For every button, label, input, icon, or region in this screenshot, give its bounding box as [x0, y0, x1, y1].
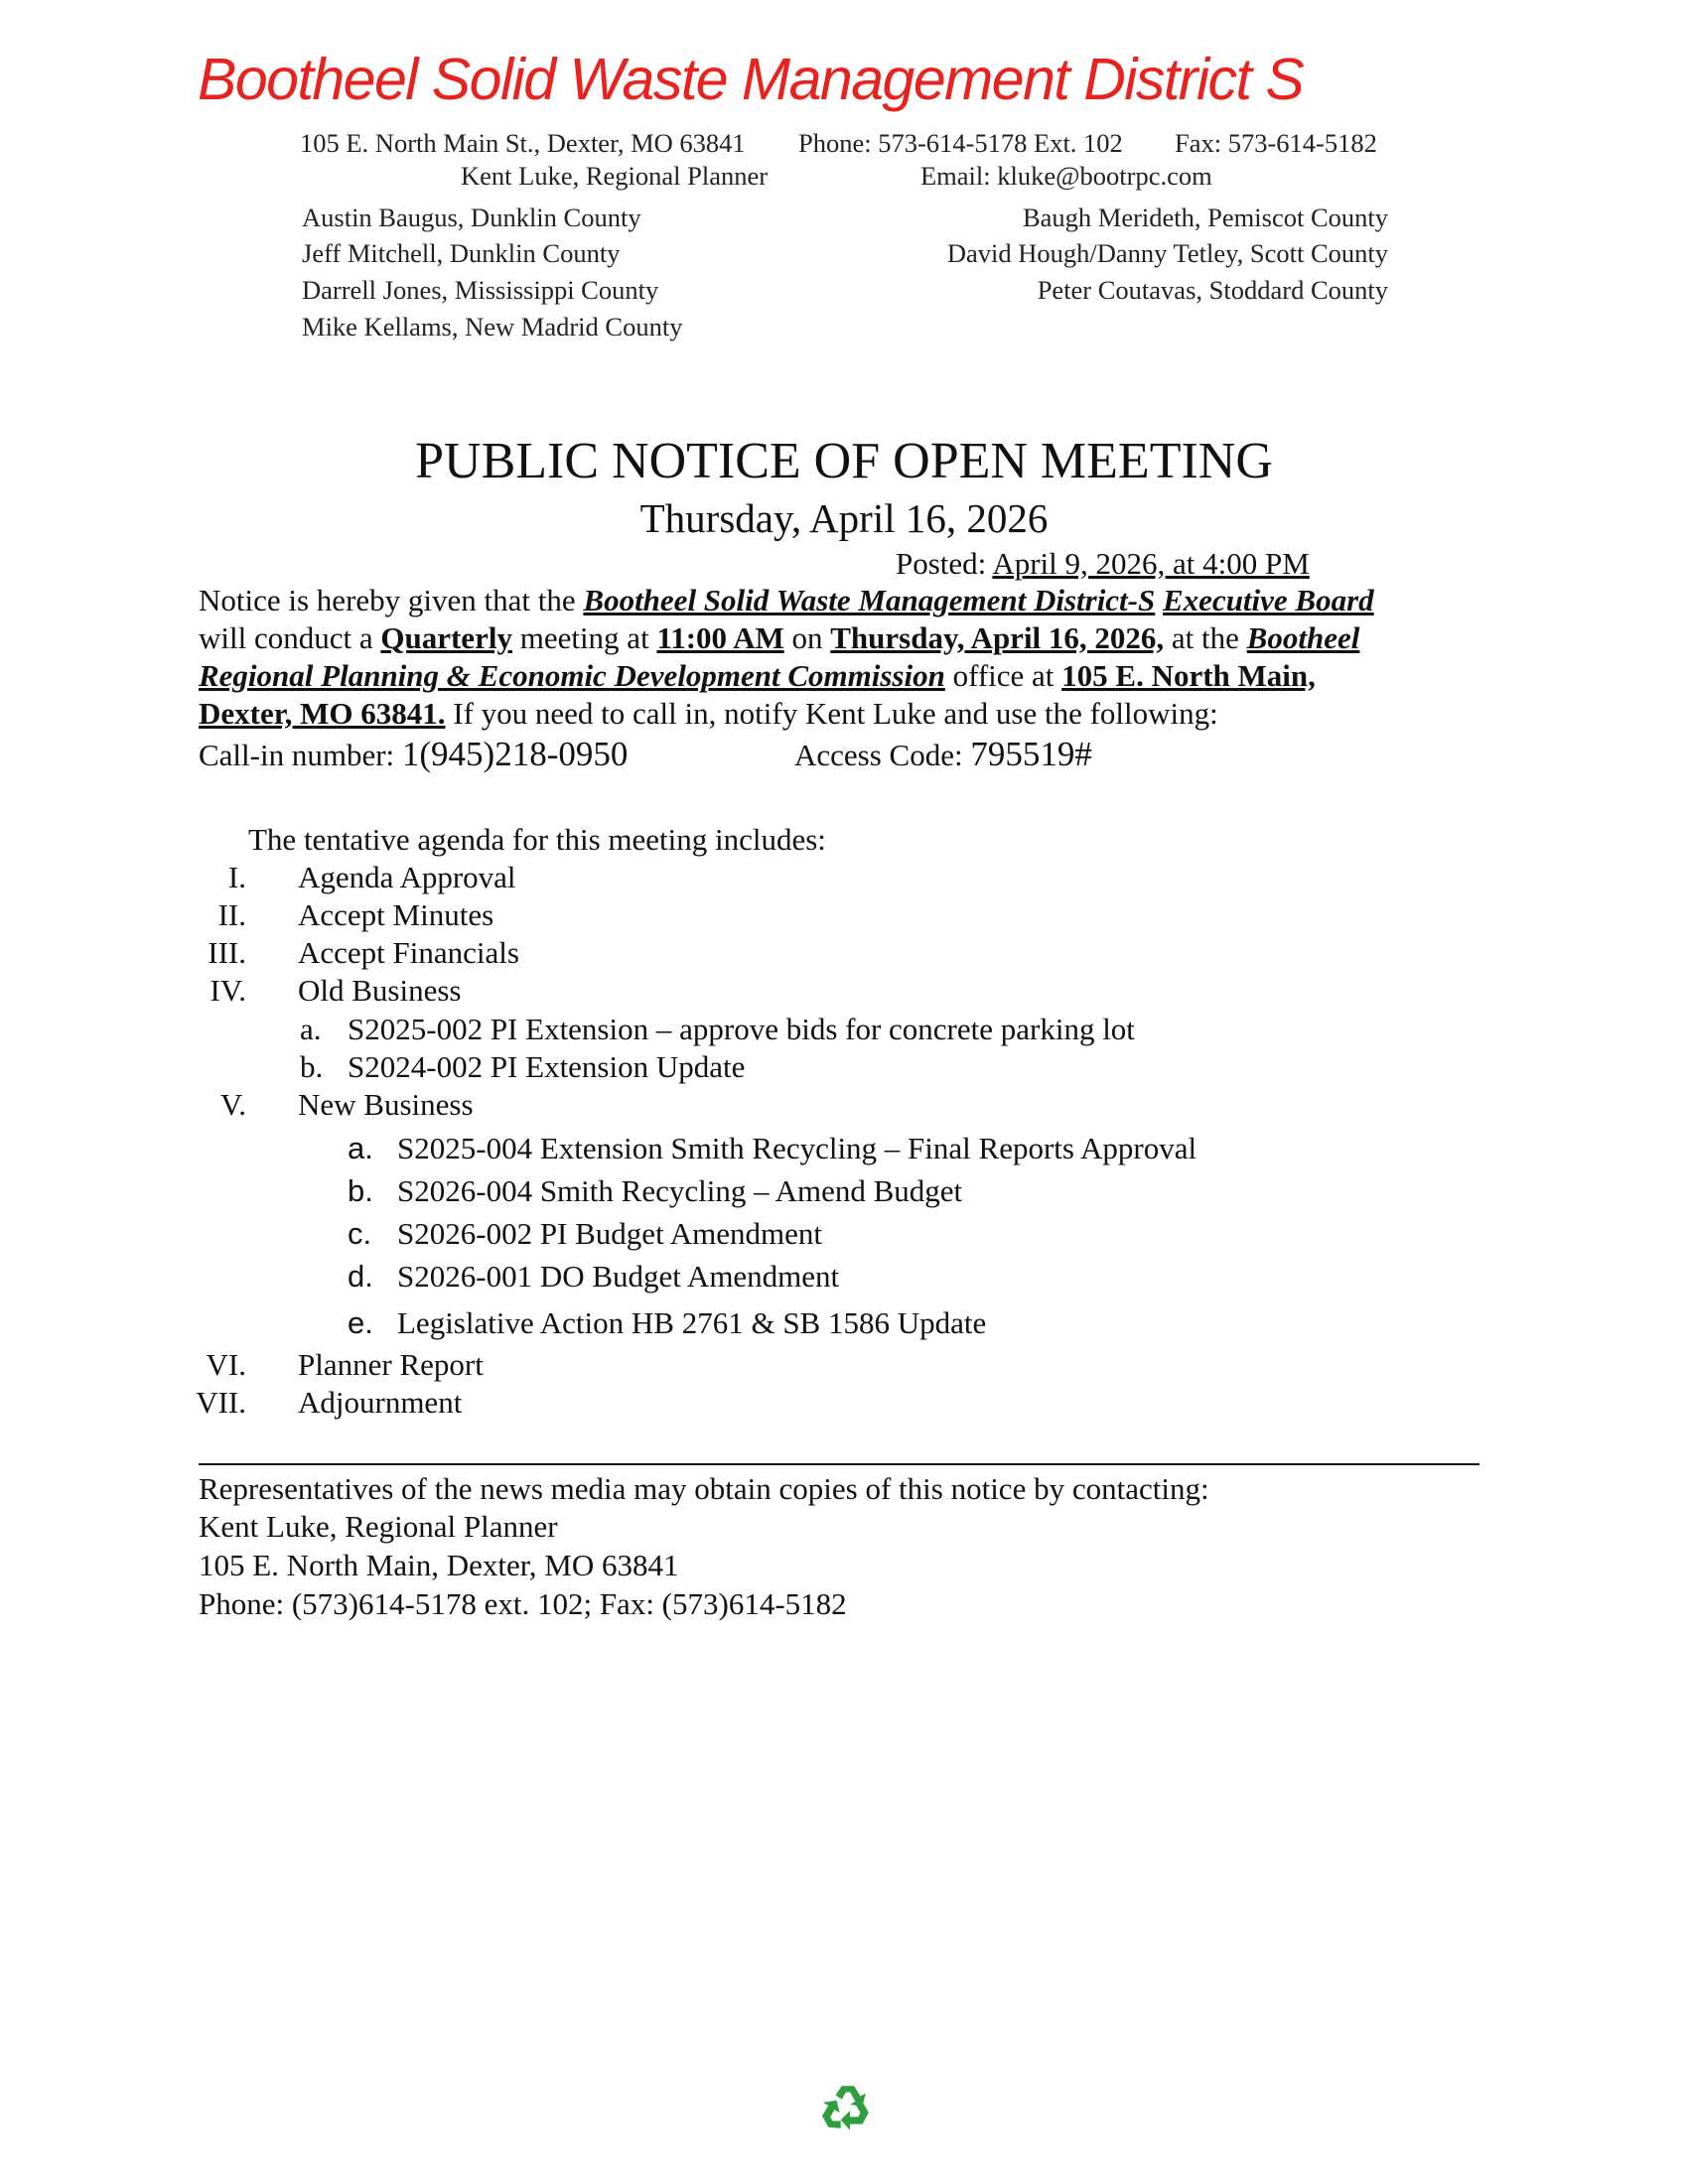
member-right: Peter Coutavas, Stoddard County	[1037, 275, 1388, 305]
member-right: David Hough/Danny Tetley, Scott County	[946, 238, 1388, 268]
subitem-letter: d.	[348, 1259, 373, 1294]
new-business-item: S2026-001 DO Budget Amendment	[397, 1259, 840, 1294]
callin-label: Call-in number:	[199, 738, 402, 772]
header-phone: Phone: 573-614-5178 Ext. 102	[798, 128, 1123, 158]
agenda-number: II.	[217, 897, 246, 932]
subitem-letter: c.	[348, 1216, 372, 1251]
contact-address: 105 E. North Main, Dexter, MO 63841	[199, 1548, 679, 1582]
header-address: 105 E. North Main St., Dexter, MO 63841	[300, 128, 746, 158]
agenda-item: Accept Financials	[298, 935, 519, 970]
notice-text: office at	[944, 658, 1062, 693]
notice-text: on	[783, 620, 831, 655]
agenda-item: New Business	[298, 1087, 474, 1122]
meeting-day: Thursday, April 16, 2026,	[830, 620, 1165, 655]
agenda-item: Planner Report	[298, 1347, 484, 1382]
member-left: Mike Kellams, New Madrid County	[302, 312, 683, 341]
notice-line-2	[199, 620, 1359, 656]
old-business-item: S2024-002 PI Extension Update	[348, 1049, 746, 1084]
meeting-address: Dexter, MO 63841.	[199, 696, 446, 731]
new-business-item: S2025-004 Extension Smith Recycling – Final Reports Approval	[397, 1131, 1197, 1165]
member-left: Austin Baugus, Dunklin County	[302, 203, 641, 232]
notice-text: meeting at	[511, 620, 657, 655]
media-contact-text: Representatives of the news media may obtain copies of this notice by contacting:	[199, 1471, 1209, 1506]
agenda-number: IV.	[210, 973, 246, 1008]
board-name: Executive Board	[1163, 583, 1374, 617]
new-business-item: S2026-002 PI Budget Amendment	[397, 1216, 822, 1251]
notice-text: at the	[1164, 620, 1247, 655]
agenda-item: Old Business	[298, 973, 462, 1008]
agenda-number: VI.	[206, 1347, 246, 1382]
commission-name: Bootheel	[1246, 620, 1360, 655]
callin-line	[199, 735, 628, 774]
agenda-item: Agenda Approval	[298, 860, 516, 894]
notice-line-3	[199, 658, 1316, 694]
district-name: Bootheel Solid Waste Management District-S	[583, 583, 1156, 617]
subitem-letter: a.	[348, 1131, 373, 1165]
posted-line	[896, 546, 1310, 582]
agenda-number: III.	[208, 935, 246, 970]
agenda-number: I.	[227, 860, 246, 894]
contact-phone-fax: Phone: (573)614-5178 ext. 102; Fax: (573)614-5182	[199, 1586, 847, 1621]
meeting-time: 11:00 AM	[656, 620, 784, 655]
agenda-intro: The tentative agenda for this meeting includes:	[248, 822, 826, 857]
old-business-item: S2025-002 PI Extension – approve bids for concrete parking lot	[348, 1012, 1135, 1046]
meeting-type: Quarterly	[380, 620, 512, 655]
agenda-item: Adjournment	[298, 1385, 463, 1420]
agenda-number: VII.	[196, 1385, 246, 1420]
agenda-number: V.	[219, 1087, 246, 1122]
access-label: Access Code:	[794, 738, 971, 772]
header-planner: Kent Luke, Regional Planner	[461, 161, 769, 191]
notice-text: Notice is hereby given that the	[199, 583, 584, 617]
subitem-letter: e.	[348, 1305, 373, 1340]
notice-text: If you need to call in, notify Kent Luke and use the following:	[445, 696, 1218, 731]
recycle-icon	[822, 2083, 874, 2130]
callin-number: 1(945)218-0950	[401, 735, 629, 773]
commission-name: Regional Planning & Economic Development Commission	[199, 658, 945, 693]
notice-line-1	[199, 583, 1374, 618]
notice-heading: PUBLIC NOTICE OF OPEN MEETING	[415, 433, 1273, 489]
divider-line	[199, 1463, 1479, 1465]
member-left: Darrell Jones, Mississippi County	[302, 275, 659, 305]
access-code: 795519#	[970, 735, 1092, 773]
header-email: Email: kluke@bootrpc.com	[920, 161, 1212, 191]
member-left: Jeff Mitchell, Dunklin County	[302, 238, 621, 268]
contact-name: Kent Luke, Regional Planner	[199, 1509, 558, 1544]
posted-value: April 9, 2026, at 4:00 PM	[992, 546, 1310, 581]
access-line	[794, 735, 1092, 774]
notice-line-4	[199, 696, 1218, 732]
member-right: Baugh Merideth, Pemiscot County	[1022, 203, 1388, 232]
subitem-letter: a.	[300, 1012, 322, 1046]
meeting-date: Thursday, April 16, 2026	[639, 495, 1049, 541]
agenda-item: Accept Minutes	[298, 897, 494, 932]
new-business-item: S2026-004 Smith Recycling – Amend Budget	[397, 1173, 963, 1208]
district-title: Bootheel Solid Waste Management District S	[198, 47, 1304, 112]
posted-label: Posted:	[896, 546, 987, 581]
notice-text: will conduct a	[199, 620, 381, 655]
meeting-address: 105 E. North Main,	[1061, 658, 1316, 693]
new-business-item: Legislative Action HB 2761 & SB 1586 Update	[397, 1305, 987, 1340]
subitem-letter: b.	[300, 1049, 324, 1084]
header-fax: Fax: 573-614-5182	[1175, 128, 1377, 158]
subitem-letter: b.	[348, 1173, 373, 1208]
